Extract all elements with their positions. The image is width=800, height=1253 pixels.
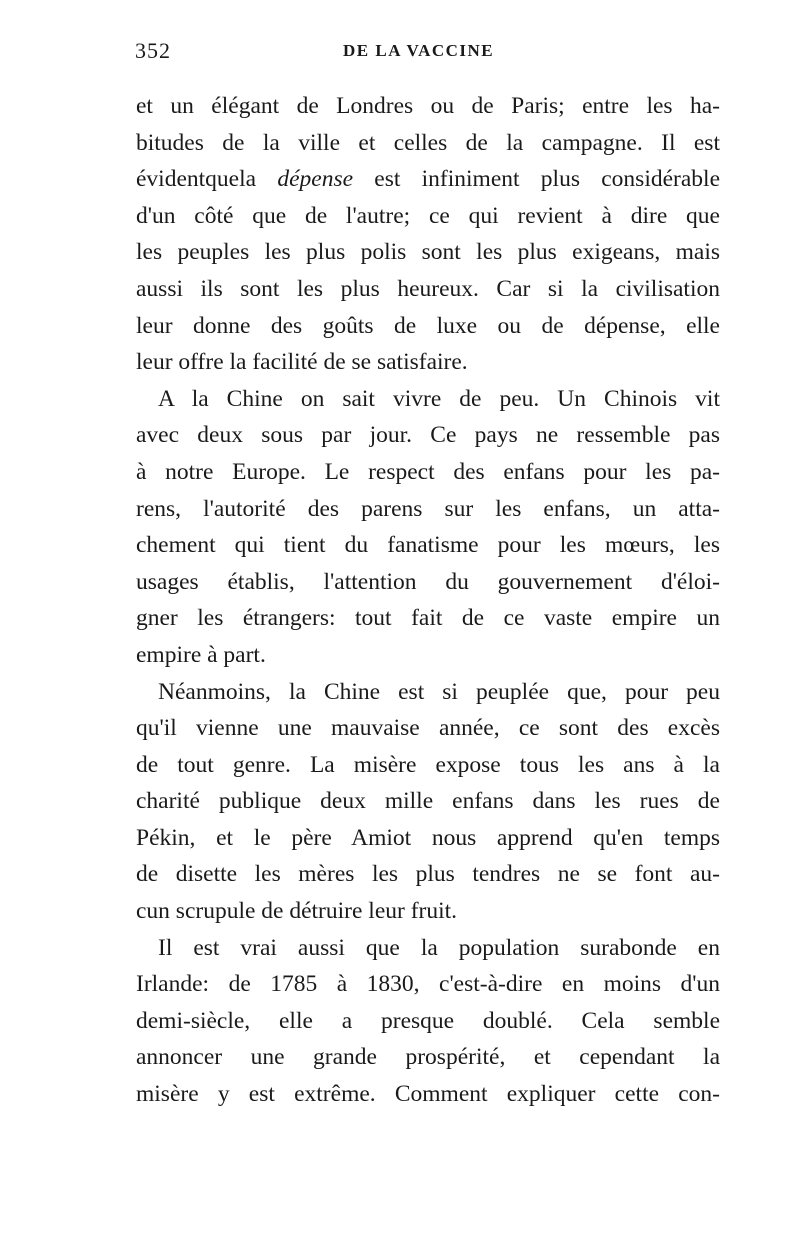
text-line: de tout genre. La misère expose tous les ans à la [136, 751, 720, 778]
text-line: gner les étrangers: tout fait de ce vaste empire un [136, 605, 720, 632]
text-line: usages établis, l'attention du gouvernement d'éloi- [136, 568, 720, 595]
text-line: cun scrupule de détruire leur fruit. [136, 898, 458, 925]
text-line: charité publique deux mille enfans dans les rues de [136, 788, 720, 815]
text-line: aussi ils sont les plus heureux. Car si la civilisation [136, 275, 720, 302]
text-line: d'un côté que de l'autre; ce qui revient à dire que [136, 202, 720, 229]
text-line: misère y est extrême. Comment expliquer cette con- [136, 1081, 720, 1108]
text-line: et un élégant de Londres ou de Paris; entre les ha- [136, 93, 720, 119]
body-text [136, 88, 720, 1113]
emphasized-word: dépense [277, 166, 354, 193]
text-line: les peuples les plus polis sont les plus exigeans, mais [136, 239, 720, 266]
text-line: A la Chine on sait vivre de peu. Un Chinois vit [158, 385, 720, 412]
text-line: rens, l'autorité des parens sur les enfans, un atta- [136, 495, 720, 522]
page-number: 352 [135, 38, 171, 63]
text-line: leur donne des goûts de luxe ou de dépense, elle [136, 312, 720, 339]
text-line: qu'il vienne une mauvaise année, ce sont des excès [136, 715, 720, 742]
text-line: Pékin, et le père Amiot nous apprend qu'en temps [136, 824, 720, 851]
text-line: Il est vrai aussi que la population surabonde en [158, 934, 720, 961]
text-line: Irlande: de 1785 à 1830, c'est-à-dire en moins d'un [136, 971, 720, 998]
text-line: annoncer une grande prospérité, et cependant la [136, 1044, 720, 1071]
text-line: avec deux sous par jour. Ce pays ne ressemble pas [136, 422, 720, 449]
text-line: empire à part. [136, 641, 266, 668]
running-title: DE LA VACCINE [343, 41, 495, 60]
running-header [135, 38, 715, 74]
text-line: de disette les mères les plus tendres ne se font au- [136, 861, 720, 888]
text-line: leur offre la facilité de se satisfaire. [136, 349, 468, 376]
text-line: bitudes de la ville et celles de la campagne. Il est [136, 129, 720, 156]
text-line: demi-siècle, elle a presque doublé. Cela semble [136, 1007, 720, 1034]
text-line: évidentquela dépense est infiniment plus considérable [136, 166, 720, 193]
text-line: à notre Europe. Le respect des enfans pour les pa- [136, 458, 720, 485]
text-line: chement qui tient du fanatisme pour les mœurs, les [136, 532, 720, 559]
text-line: Néanmoins, la Chine est si peuplée que, pour peu [158, 678, 720, 705]
